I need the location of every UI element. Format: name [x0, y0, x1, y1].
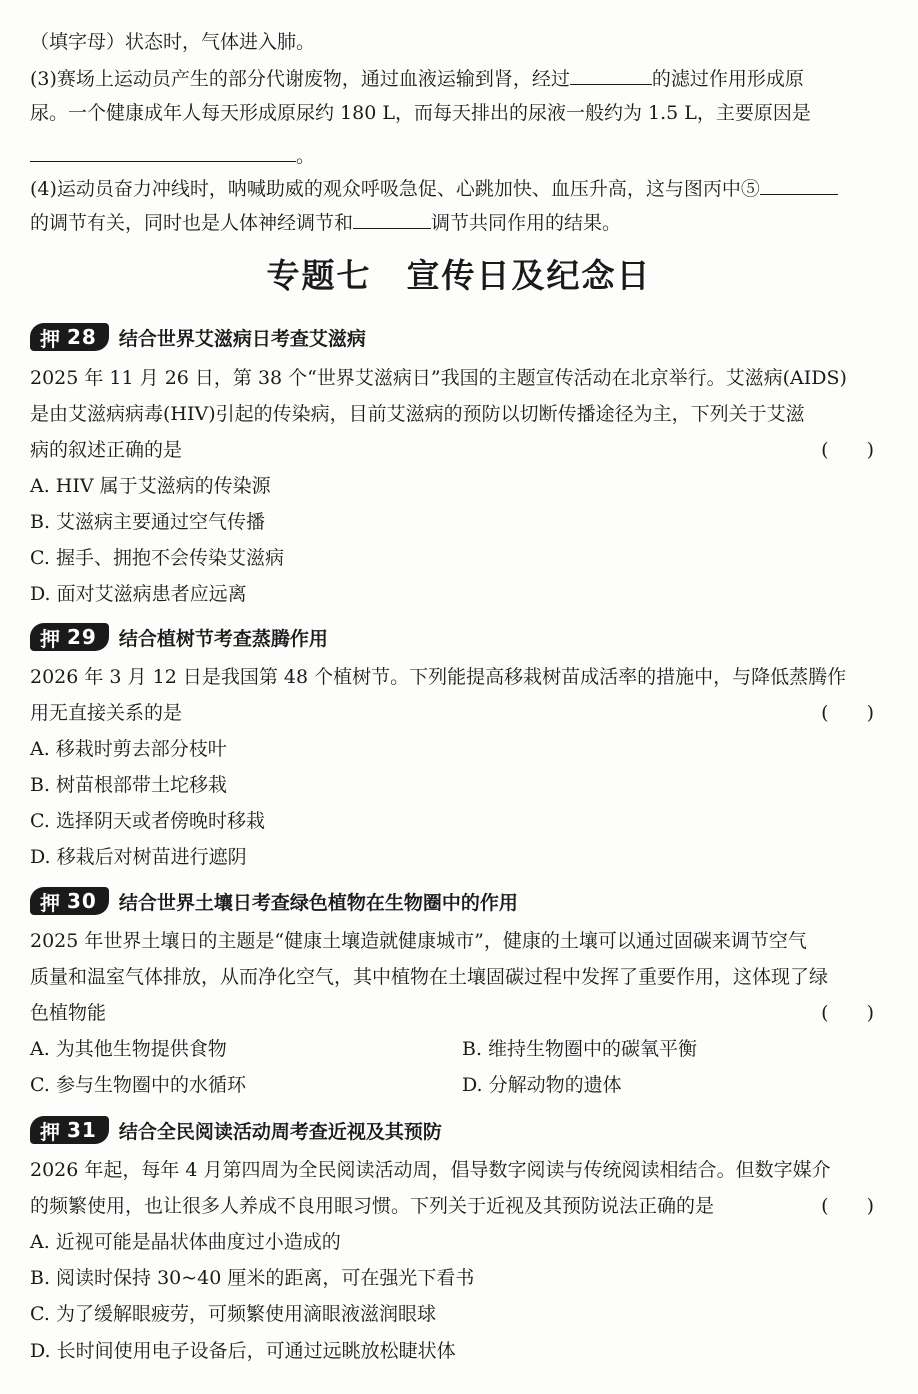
text-segment: 调节共同作用的结果。	[431, 212, 622, 234]
badge-label: 押	[40, 1119, 61, 1144]
option-a: A. HIV 属于艾滋病的传染源	[30, 475, 271, 497]
badge-number: 28	[67, 325, 97, 349]
question-badge	[30, 887, 109, 915]
text-segment: 的调节有关，同时也是人体神经调节和	[30, 212, 354, 234]
option-d: D. 分解动物的遗体	[462, 1074, 622, 1096]
option-a: A. 为其他生物提供食物	[30, 1038, 227, 1060]
option-c: C. 选择阴天或者傍晚时移栽	[30, 810, 265, 832]
option-a: A. 移栽时剪去部分枝叶	[30, 738, 227, 760]
option-c: C. 握手、拥抱不会传染艾滋病	[30, 547, 284, 569]
question-title: 结合世界土壤日考查绿色植物在生物圈中的作用	[118, 891, 518, 914]
text-segment: 。	[296, 145, 316, 167]
option-d: D. 面对艾滋病患者应远离	[30, 583, 247, 605]
option-b: B. 维持生物圈中的碳氧平衡	[462, 1038, 698, 1060]
question-28-header	[30, 322, 366, 352]
badge-label: 押	[40, 890, 61, 915]
question-stem-line: 是由艾滋病病毒(HIV)引起的传染病，目前艾滋病的预防以切断传播途径为主，下列关于艾滋	[30, 403, 805, 425]
text-segment: (3)赛场上运动员产生的部分代谢废物，通过血液运输到肾，经过	[30, 68, 570, 90]
badge-label: 押	[40, 326, 61, 351]
question-title: 结合世界艾滋病日考查艾滋病	[118, 327, 366, 350]
option-c: C. 参与生物圈中的水循环	[30, 1074, 246, 1096]
option-c: C. 为了缓解眼疲劳，可频繁使用滴眼液滋润眼球	[30, 1303, 436, 1325]
question-4-line-2	[30, 210, 621, 235]
answer-parentheses: ( )	[821, 1195, 874, 1217]
question-title: 结合植树节考查蒸腾作用	[118, 627, 328, 650]
option-d: D. 移栽后对树苗进行遮阴	[30, 846, 247, 868]
question-stem-line: 2026 年起，每年 4 月第四周为全民阅读活动周，倡导数字阅读与传统阅读相结合。但数字媒介	[30, 1159, 831, 1181]
option-d: D. 长时间使用电子设备后，可通过远眺放松睫状体	[30, 1340, 456, 1362]
answer-parentheses: ( )	[821, 1002, 874, 1024]
answer-blank	[353, 210, 431, 229]
section-title: 专题七 宣传日及纪念日	[266, 256, 652, 295]
question-4-line-1	[30, 176, 838, 201]
question-31-header	[30, 1115, 442, 1145]
badge-number: 29	[67, 625, 97, 649]
question-stem-line: 用无直接关系的是	[30, 702, 183, 724]
question-29-header	[30, 622, 328, 652]
option-b: B. 树苗根部带土坨移栽	[30, 774, 228, 796]
text-line: （填字母）状态时，气体进入肺。	[30, 31, 316, 53]
question-badge	[30, 623, 109, 651]
question-badge	[30, 1116, 109, 1144]
answer-parentheses: ( )	[821, 439, 874, 461]
badge-label: 押	[40, 626, 61, 651]
question-3-line-3	[30, 143, 315, 168]
badge-number: 31	[67, 1118, 97, 1142]
text-segment: 的滤过作用形成原	[651, 68, 804, 90]
answer-blank	[570, 66, 652, 85]
question-stem-line: 病的叙述正确的是	[30, 439, 183, 461]
question-title: 结合全民阅读活动周考查近视及其预防	[118, 1120, 442, 1143]
question-3-line-2: 尿。一个健康成年人每天形成原尿约 180 L，而每天排出的尿液一般约为 1.5 L，主要原因是	[30, 102, 811, 124]
question-stem-line: 2025 年世界土壤日的主题是“健康土壤造就健康城市”，健康的土壤可以通过固碳来调节空气	[30, 930, 807, 952]
question-stem-line: 的频繁使用，也让很多人养成不良用眼习惯。下列关于近视及其预防说法正确的是	[30, 1195, 715, 1217]
option-b: B. 艾滋病主要通过空气传播	[30, 511, 266, 533]
answer-parentheses: ( )	[821, 702, 874, 724]
question-stem-line: 色植物能	[30, 1002, 107, 1024]
question-badge	[30, 323, 109, 351]
text-segment: (4)运动员奋力冲线时，呐喊助威的观众呼吸急促、心跳加快、血压升高，这与图丙中⑤	[30, 178, 760, 200]
option-a: A. 近视可能是晶状体曲度过小造成的	[30, 1231, 341, 1253]
question-stem-line: 2025 年 11 月 26 日，第 38 个“世界艾滋病日”我国的主题宣传活动在北京举行。艾滋病(AIDS)	[30, 367, 847, 389]
question-3-line-1	[30, 66, 804, 91]
question-stem-line: 质量和温室气体排放，从而净化空气，其中植物在土壤固碳过程中发挥了重要作用，这体现了绿	[30, 966, 829, 988]
answer-blank	[760, 176, 838, 195]
answer-blank	[30, 143, 296, 162]
question-30-header	[30, 886, 518, 916]
question-stem-line: 2026 年 3 月 12 日是我国第 48 个植树节。下列能提高移栽树苗成活率的措施中，与降低蒸腾作	[30, 666, 847, 688]
option-b: B. 阅读时保持 30~40 厘米的距离，可在强光下看书	[30, 1267, 475, 1289]
badge-number: 30	[67, 889, 97, 913]
